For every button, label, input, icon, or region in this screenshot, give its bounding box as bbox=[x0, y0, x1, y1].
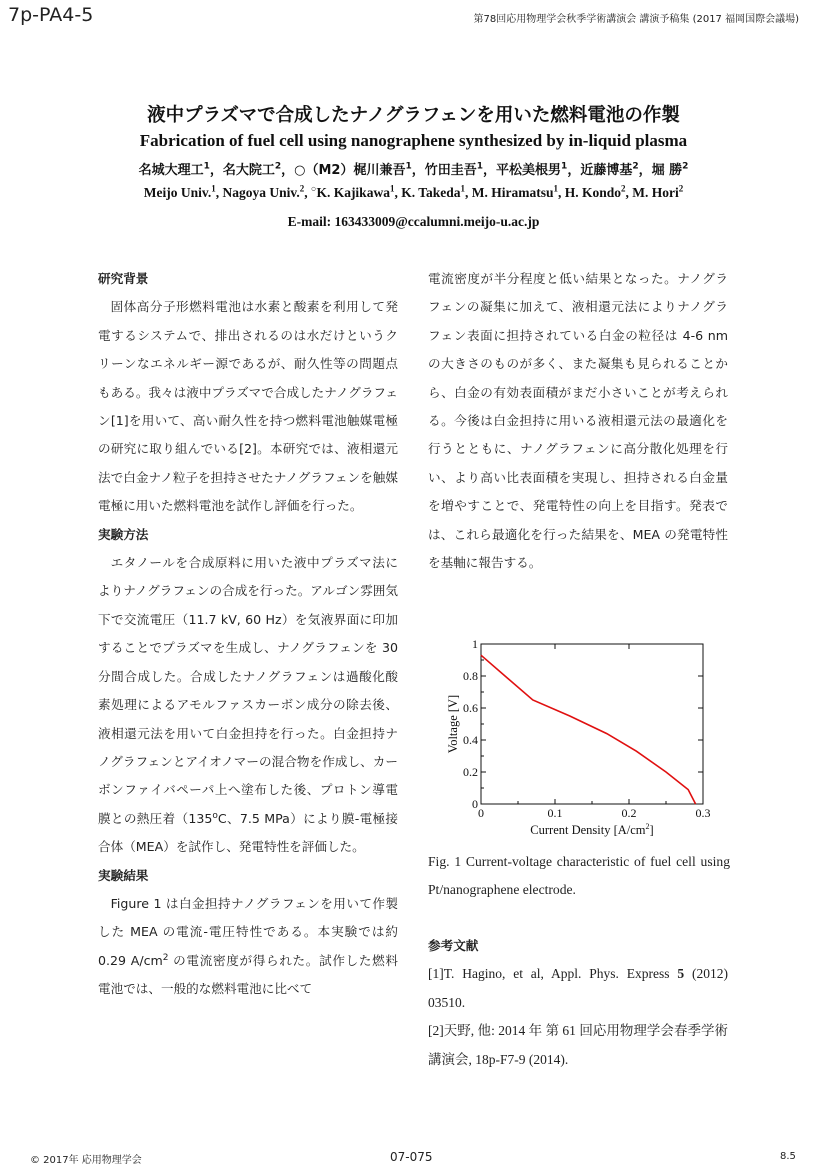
plot-frame bbox=[481, 644, 703, 804]
left-column bbox=[98, 265, 398, 1004]
section-heading-methods: 実験方法 bbox=[98, 526, 149, 542]
title-english: Fabrication of fuel cell using nanographene synthesized by in-liquid plasma bbox=[139, 131, 688, 150]
results-paragraph: Figure 1 は白金担持ナノグラフェンを用いて作製した MEA の電流-電圧特性である。本実験では約 0.29 $A/cm^2$ の電流密度が得られた。試作した燃料電池では、一般的な燃料電池に比べて bbox=[98, 895, 398, 997]
x-tick-label: 0.1 bbox=[547, 806, 563, 820]
contact-email: E-mail: 163433009@ccalumni.meijo-u.ac.jp bbox=[287, 214, 540, 229]
y-tick-label: 0 bbox=[472, 797, 478, 811]
methods-paragraph: エタノールを合成原料に用いた液中プラズマ法によりナノグラフェンの合成を行った。アルゴン雰囲気下で交流電圧（11.7 kV, 60 Hz）を気液界面に印加することでプラズマを生成し、ナノグラフェンを 30 分間合成した。合成したナノグラフェンは過酸化酸素処理によるアモルファスカーボン成分の除去後、液相還元法を用いて白金担持を行った。白金担持ナノグラフェンとアイオノマーの混合物を作成し、カーボンファイバペーパ上へ塗布した後、プロトン導電膜との熱圧着（135$^o$C、7.5 MPa）により膜-電極接合体（MEA）を試作し、発電特性を評価した。 bbox=[98, 555, 398, 855]
x-tick-label: 0.2 bbox=[621, 806, 637, 820]
section-heading-background: 研究背景 bbox=[98, 271, 149, 286]
y-tick-label: 0.2 bbox=[463, 765, 478, 779]
y-tick-label: 0.6 bbox=[463, 701, 478, 715]
references bbox=[428, 932, 728, 1074]
y-tick-label: 0.4 bbox=[463, 733, 478, 747]
proceedings-header: 第78回応用物理学会秋季学術講演会 講演予稿集 (2017 福岡国際会議場) bbox=[473, 14, 799, 25]
reference-2: [2]天野, 他: 2014 年 第 61 回応用物理学会春季学術講演会, 18p-F7-9 (2014). bbox=[428, 1023, 728, 1067]
figure-caption: Fig. 1 Current-voltage characteristic of fuel cell using Pt/nanographene electrode. bbox=[428, 854, 730, 897]
authors-japanese: 名城大理工$^1$，名大院工$^2$，○（M2）梶川兼吾$^1$，竹田圭吾$^1$，平松美根男$^1$，近藤博基$^2$，堀 勝$^2$ bbox=[138, 161, 689, 178]
title-japanese: 液中プラズマで合成したナノグラフェンを用いた燃料電池の作製 bbox=[147, 105, 680, 126]
right-column-text bbox=[428, 265, 728, 577]
version: 8.5 bbox=[780, 1151, 796, 1162]
y-tick-label: 0.8 bbox=[463, 669, 478, 683]
references-heading: 参考文献 bbox=[428, 938, 479, 953]
reference-1: [1]T. Hagino, et al, Appl. Phys. Express 5 (2012) 03510. bbox=[428, 966, 728, 1010]
iv-curve bbox=[481, 655, 696, 804]
x-tick-label: 0.3 bbox=[695, 806, 711, 820]
session-code: 7p-PA4-5 bbox=[8, 4, 94, 26]
x-axis-label: Current Density $[A/cm^2]$ bbox=[530, 822, 654, 837]
x-tick-label: 0 bbox=[478, 806, 484, 820]
copyright: © 2017年 応用物理学会 bbox=[30, 1155, 142, 1166]
y-tick-label: 1 bbox=[472, 637, 478, 651]
results-continued-paragraph: 電流密度が半分程度と低い結果となった。ナノグラフェンの凝集に加えて、液相還元法によりナノグラフェン表面に担持されている白金の粒径は 4-6 nm の大きさのものが多く、また凝集も見られることから、白金の有効表面積がまだ小さいことが考えられる。今後は白金担持に用いる液相還元法の最適化を行うとともに、ナノグラフェンに高分散化処理を行い、より高い比表面積を実現し、担持される白金量を増やすことで、発電特性の向上を目指す。発表では、これら最適化を行った結果を、MEA の発電特性を基軸に報告する。 bbox=[428, 271, 728, 571]
background-paragraph: 固体高分子形燃料電池は水素と酸素を利用して発電するシステムで、排出されるのは水だけというクリーンなエネルギー源であるが、耐久性等の問題点もある。我々は液中プラズマで合成したナノグラフェン[1]を用いて、高い耐久性を持つ燃料電池触媒電極の研究に取り組んでいる[2]。本研究では、液相還元法で白金ナノ粒子を担持させたナノグラフェンを触媒電極に用いた燃料電池を試作し評価を行った。 bbox=[98, 299, 398, 514]
authors-english: Meijo Univ.$^1$, Nagoya Univ.$^2$, ○K. Kajikawa$^1$, K. Takeda$^1$, M. Hiramatsu$^1$, H. Kondo$^2$, M. Hori$^2$ bbox=[143, 183, 684, 200]
section-heading-results: 実験結果 bbox=[98, 867, 149, 883]
page-number: 07-075 bbox=[390, 1150, 433, 1164]
y-axis-label: Voltage [V] bbox=[446, 694, 460, 754]
iv-characteristic-chart bbox=[420, 630, 720, 845]
